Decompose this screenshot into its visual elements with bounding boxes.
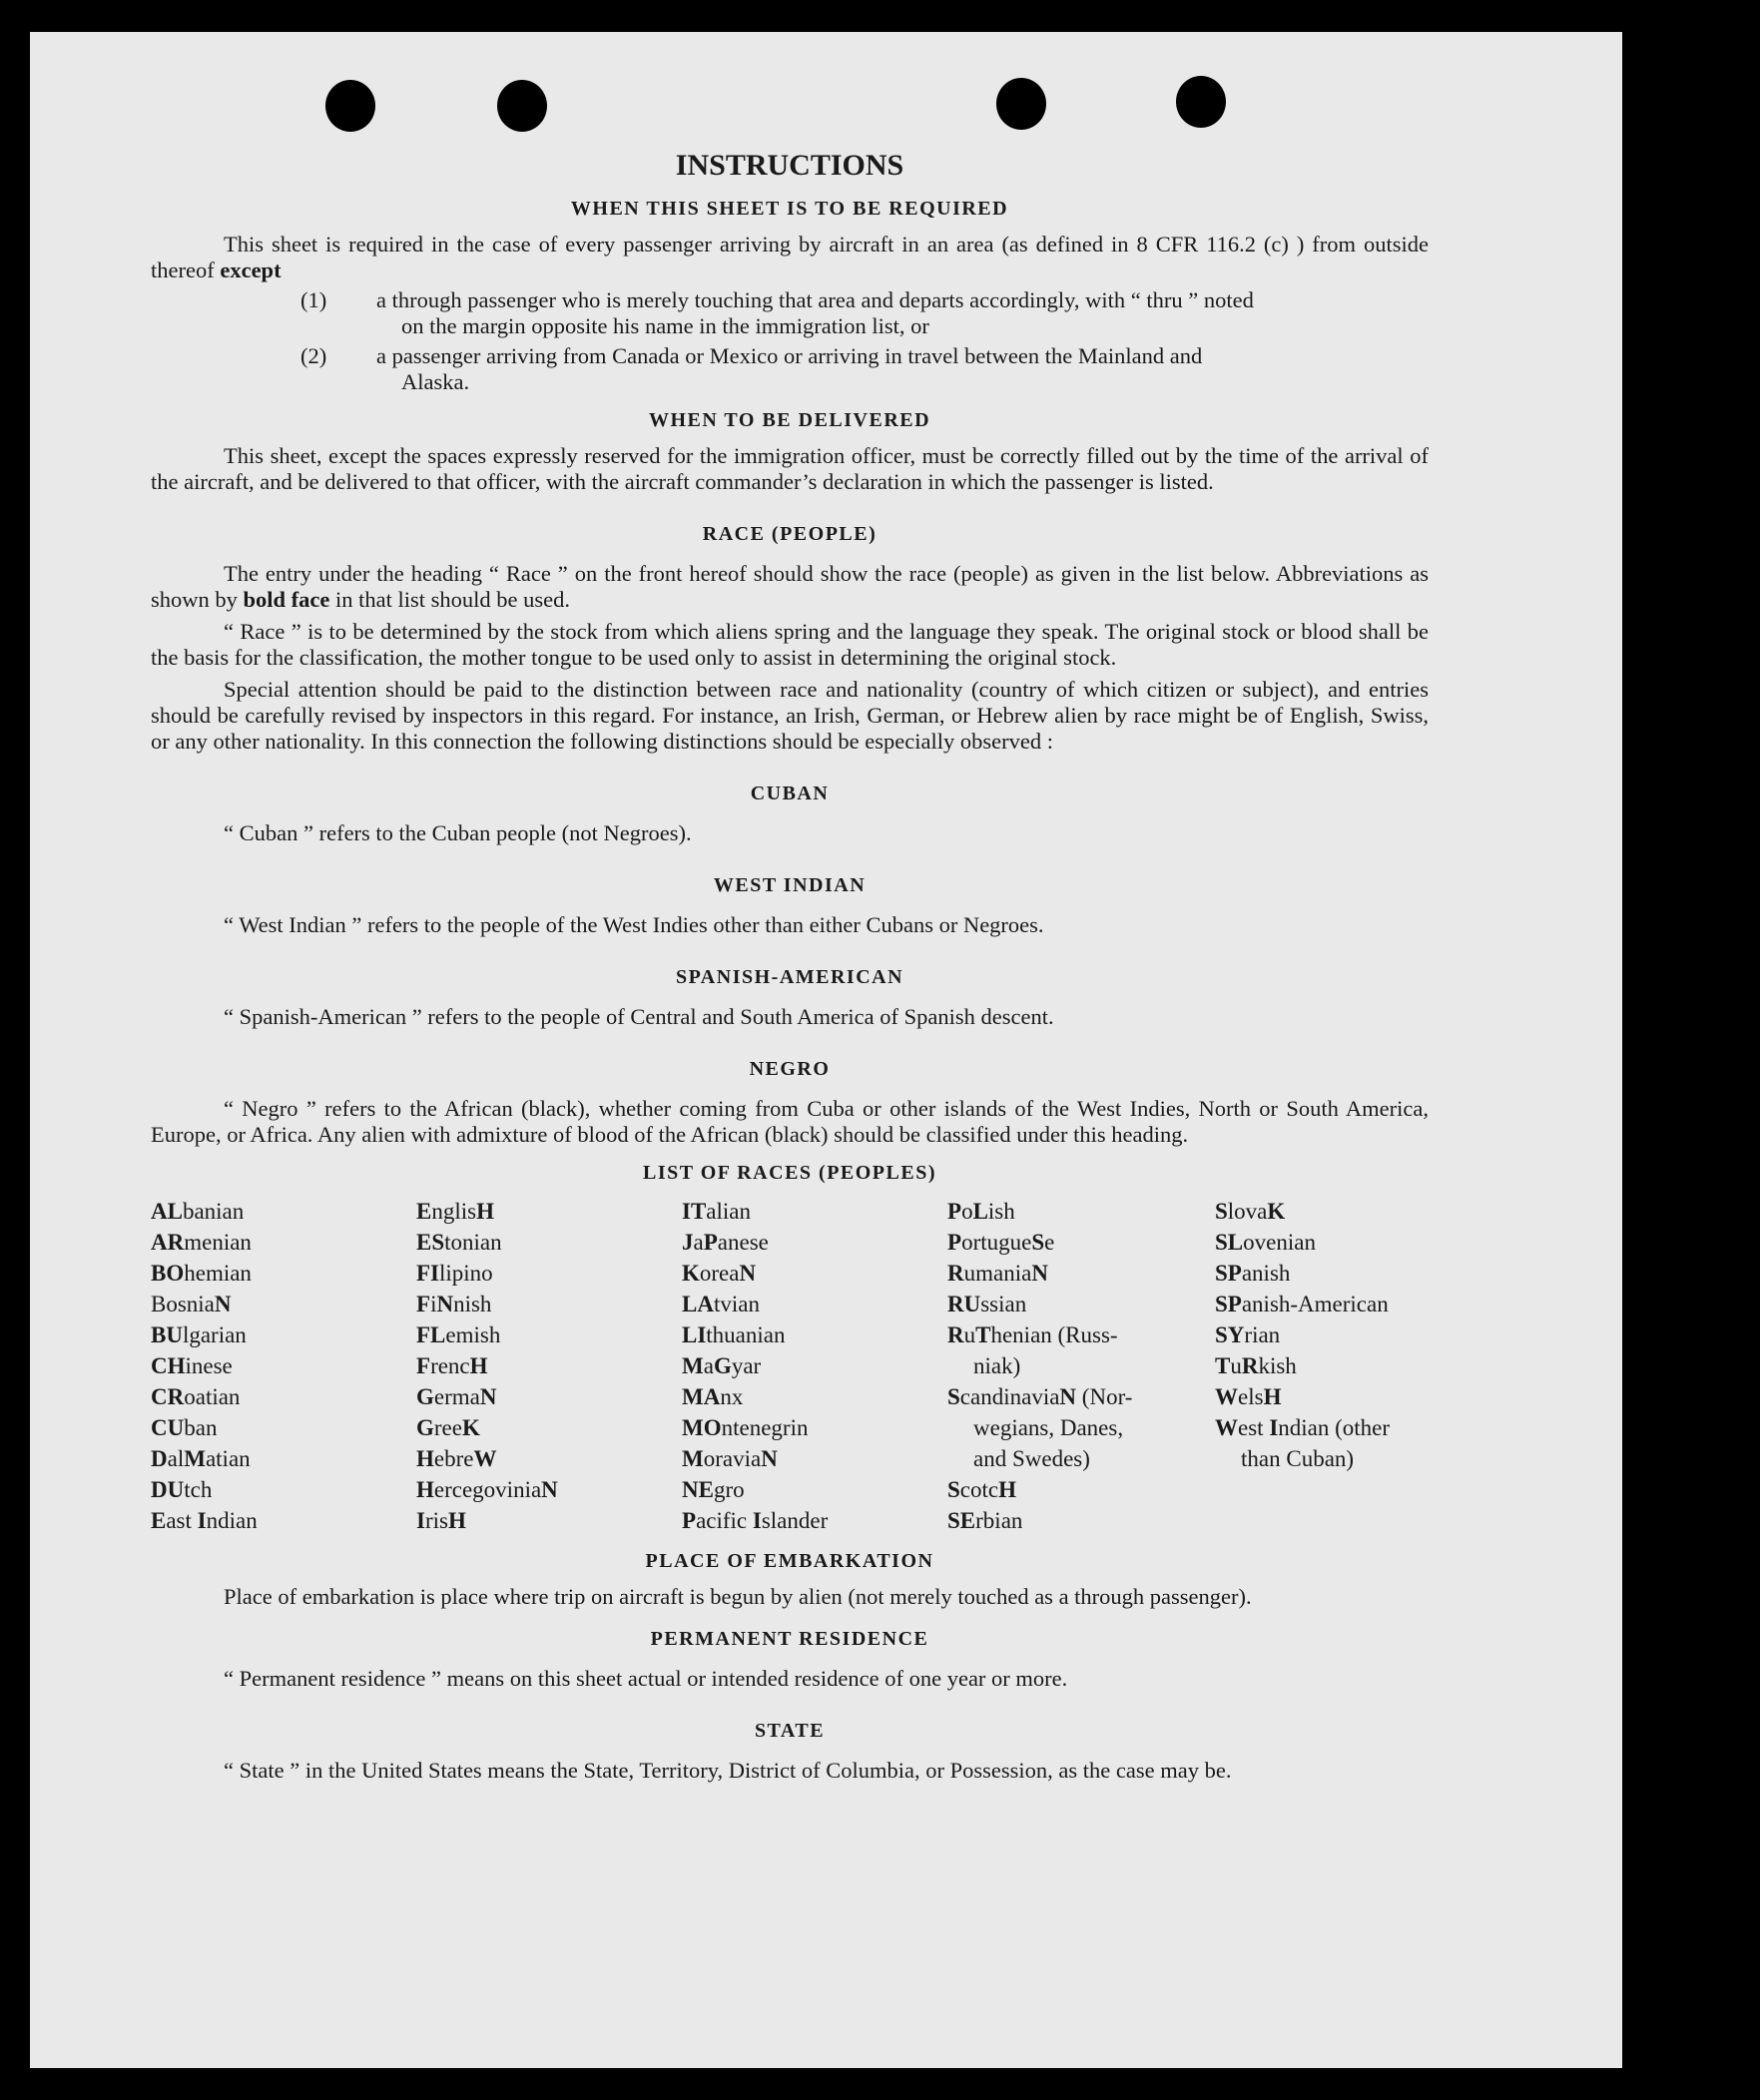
race-entry: RumaniaN: [947, 1261, 1048, 1286]
section-heading-required: WHEN THIS SHEET IS TO BE REQUIRED: [570, 198, 1009, 220]
race-entry: IrisH: [416, 1508, 466, 1533]
race-list: [151, 1196, 1429, 1536]
race-entry: LIthuanian: [682, 1322, 786, 1347]
race-paragraph: “ Race ” is to be determined by the stock from which aliens spring and the language they speak. The original stock or blood shall be the basis for the classification, the mother tongue to be used only to assist in determining the original stock.: [151, 619, 1429, 670]
race-entry: PortugueSe: [947, 1230, 1055, 1255]
negro-text: “ Negro ” refers to the African (black), whether coming from Cuba or other islands of the West Indies, North or South America, Europe, or Africa. Any alien with admixture of blood of the African (black) should be classified under this heading.: [151, 1096, 1429, 1147]
section-heading-embarkation: PLACE OF EMBARKATION: [645, 1550, 934, 1572]
item-text: Alaska.: [401, 369, 470, 394]
item-text: a through passenger who is merely touching that area and departs accordingly, with “ thru ” noted: [376, 287, 1254, 312]
section-heading-negro: NEGRO: [749, 1058, 831, 1080]
race-column: [947, 1196, 1215, 1536]
section-heading-spanish-american: SPANISH-AMERICAN: [675, 966, 904, 988]
race-entry: MAnx: [682, 1384, 744, 1409]
race-entry: PoLish: [947, 1199, 1015, 1224]
west-indian-text: “ West Indian ” refers to the people of the West Indies other than either Cubans or Negroes.: [224, 912, 1044, 937]
spanish-american-text: “ Spanish-American ” refers to the people of Central and South America of Spanish descent.: [224, 1004, 1054, 1029]
race-entry: niak): [973, 1353, 1021, 1378]
race-entry: SlovaK: [1215, 1199, 1286, 1224]
race-entry: SYrian: [1215, 1322, 1281, 1347]
race-entry: GermaN: [416, 1384, 497, 1409]
punch-hole: [996, 78, 1046, 130]
required-intro: This sheet is required in the case of every passenger arriving by aircraft in an area (as defined in 8 CFR 116.2 (c) ) from outside thereof except: [151, 232, 1429, 282]
race-entry: MaGyar: [682, 1353, 762, 1378]
race-entry: CHinese: [151, 1353, 233, 1378]
item-number: (1): [300, 287, 327, 312]
race-entry: DUtch: [151, 1477, 213, 1502]
section-heading-list-of-races: LIST OF RACES (PEOPLES): [642, 1162, 936, 1184]
race-entry: ScotcH: [947, 1477, 1016, 1502]
race-entry: FIlipino: [416, 1261, 493, 1286]
race-column: [1215, 1196, 1429, 1536]
race-entry: ARmenian: [151, 1230, 252, 1255]
race-entry: DalMatian: [151, 1446, 251, 1471]
race-entry: ITalian: [682, 1199, 751, 1224]
race-entry: than Cuban): [1241, 1446, 1355, 1471]
race-entry: BosniaN: [151, 1292, 232, 1316]
race-entry: SErbian: [947, 1508, 1023, 1533]
race-paragraph: The entry under the heading “ Race ” on the front hereof should show the race (people) as given in the list below. Abbreviations as shown by bold face in that list should be used.: [151, 561, 1429, 612]
section-heading-west-indian: WEST INDIAN: [713, 874, 867, 896]
delivered-text: This sheet, except the spaces expressly reserved for the immigration officer, must be correctly filled out by the time of the arrival of the aircraft, and be delivered to that officer, with the aircraft commander’s declaration in which the passenger is listed.: [151, 443, 1429, 494]
section-heading-race: RACE (PEOPLE): [702, 523, 878, 545]
race-column: [682, 1196, 947, 1536]
race-entry: HercegoviniaN: [416, 1477, 558, 1502]
race-entry: EnglisH: [416, 1199, 494, 1224]
section-heading-residence: PERMANENT RESIDENCE: [650, 1628, 929, 1650]
required-item: [151, 343, 1429, 395]
race-entry: SLovenian: [1215, 1230, 1316, 1255]
race-entry: CRoatian: [151, 1384, 241, 1409]
race-entry: JaPanese: [682, 1230, 769, 1255]
race-entry: BUlgarian: [151, 1322, 247, 1347]
punch-hole: [497, 80, 547, 132]
race-entry: RuThenian (Russ-: [947, 1322, 1118, 1347]
race-entry: East Indian: [151, 1508, 258, 1533]
race-entry: KoreaN: [682, 1261, 757, 1286]
section-heading-delivered: WHEN TO BE DELIVERED: [648, 409, 931, 431]
race-entry: HebreW: [416, 1446, 497, 1471]
race-entry: CUban: [151, 1415, 218, 1440]
required-item: [151, 287, 1429, 339]
race-entry: ALbanian: [151, 1199, 245, 1224]
race-entry: LAtvian: [682, 1292, 760, 1316]
punch-hole: [1176, 76, 1226, 128]
embarkation-text: Place of embarkation is place where trip on aircraft is begun by alien (not merely touched as a through passenger).: [224, 1584, 1252, 1609]
race-entry: EStonian: [416, 1230, 502, 1255]
race-entry: FLemish: [416, 1322, 501, 1347]
section-heading-state: STATE: [754, 1720, 826, 1742]
item-number: (2): [300, 343, 327, 368]
race-entry: SPanish: [1215, 1261, 1291, 1286]
race-entry: NEgro: [682, 1477, 745, 1502]
race-entry: TuRkish: [1215, 1353, 1297, 1378]
race-entry: Pacific Islander: [682, 1508, 829, 1533]
race-entry: West Indian (other: [1215, 1415, 1391, 1440]
cuban-text: “ Cuban ” refers to the Cuban people (not Negroes).: [224, 820, 692, 845]
race-entry: GreeK: [416, 1415, 480, 1440]
race-entry: MOntenegrin: [682, 1415, 809, 1440]
race-entry: FiNnish: [416, 1292, 492, 1316]
race-entry: RUssian: [947, 1292, 1027, 1316]
item-text: a passenger arriving from Canada or Mexico or arriving in travel between the Mainland and: [376, 343, 1203, 368]
race-column: [416, 1196, 682, 1536]
race-column: [151, 1196, 416, 1536]
state-text: “ State ” in the United States means the State, Territory, District of Columbia, or Possession, as the case may be.: [224, 1758, 1232, 1783]
race-entry: WelsH: [1215, 1384, 1282, 1409]
race-entry: SPanish-American: [1215, 1292, 1389, 1316]
race-entry: MoraviaN: [682, 1446, 778, 1471]
instructions-content: [151, 140, 1429, 1784]
race-entry: wegians, Danes,: [973, 1415, 1124, 1440]
race-entry: ScandinaviaN (Nor-: [947, 1384, 1133, 1409]
race-paragraph: Special attention should be paid to the distinction between race and nationality (country of which citizen or subject), and entries should be carefully revised by inspectors in this regard. For instance, an Irish, German, or Hebrew alien by race might be of English, Swiss, or any other nationality. In this connection the following distinctions should be especially observed :: [151, 677, 1429, 754]
item-text: on the margin opposite his name in the immigration list, or: [401, 313, 929, 338]
punch-hole: [325, 80, 375, 132]
residence-text: “ Permanent residence ” means on this sheet actual or intended residence of one year or more.: [224, 1666, 1068, 1691]
race-entry: and Swedes): [973, 1446, 1090, 1471]
race-entry: FrencH: [416, 1353, 488, 1378]
section-heading-cuban: CUBAN: [750, 783, 830, 804]
race-entry: BOhemian: [151, 1261, 252, 1286]
page-title: INSTRUCTIONS: [675, 149, 904, 182]
